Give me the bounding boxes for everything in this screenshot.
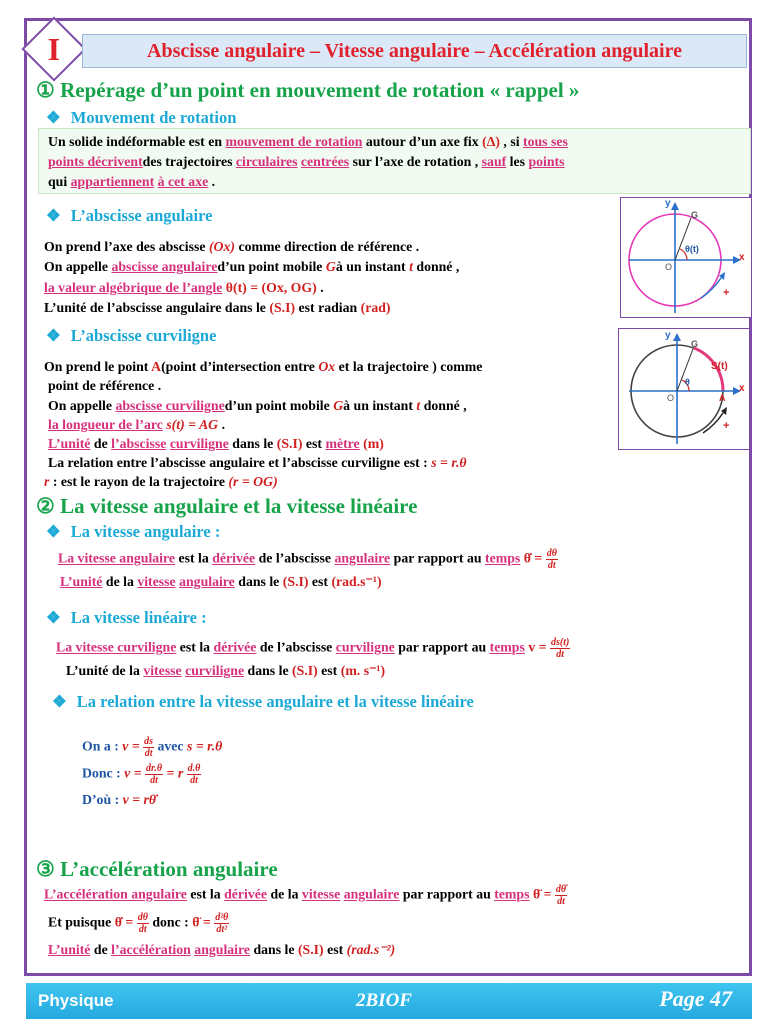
- subsection-relation: ❖ La relation entre la vitesse angulaire et la vitesse linéaire: [52, 692, 474, 711]
- curv-line-3: On appelle abscisse curviligned’un point mobile Gà un instant t donné ,: [48, 398, 467, 413]
- fraction: $\frac{\text{d²θ}}{\text{dt²}}$: [215, 912, 229, 935]
- svg-text:S(t): S(t): [711, 361, 728, 372]
- svg-text:O: O: [667, 393, 675, 403]
- curvilinear-diagram: [619, 329, 749, 449]
- svg-text:θ(t): θ(t): [685, 244, 699, 254]
- svg-text:G: G: [691, 210, 699, 220]
- def-line-2: points décriventdes trajectoires circulaires centrées sur l’axe de rotation , sauf les points: [48, 154, 565, 169]
- page-title: Abscisse angulaire – Vitesse angulaire – Accélération angulaire: [82, 34, 747, 68]
- diamond-bullet-icon: ❖: [52, 692, 67, 711]
- svg-text:x: x: [739, 252, 745, 263]
- svg-text:x: x: [739, 383, 745, 394]
- subsection-vitesse-lineaire: ❖ La vitesse linéaire :: [46, 608, 207, 627]
- svg-text:y: y: [665, 330, 671, 341]
- abs-line-3: la valeur algébrique de l’angle θ(t) = (Ox, OG) .: [44, 280, 324, 295]
- fraction: $\frac{d.\theta}{dt}$: [187, 763, 201, 786]
- acc-line-2: Et puisque θ̇ = $\frac{d\theta}{dt}$ donc : θ̈ = $\frac{\text{d²θ}}{\text{dt²}}$: [48, 912, 229, 935]
- svg-text:A: A: [719, 393, 726, 403]
- section-2-title: ② La vitesse angulaire et la vitesse linéaire: [36, 494, 418, 518]
- fraction: $\frac{ds}{dt}$: [144, 736, 154, 759]
- curv-line-7: r : est le rayon de la trajectoire (r = OG): [44, 474, 278, 489]
- section-1-title: ① Repérage d’un point en mouvement de rotation « rappel »: [36, 78, 580, 102]
- va-line-2: L’unité de la vitesse angulaire dans le (S.I) est (rad.s⁻¹): [60, 574, 382, 589]
- angular-diagram: [621, 198, 751, 317]
- def-line-3: qui appartiennent à cet axe .: [48, 174, 216, 189]
- subsection-vitesse-angulaire: ❖ La vitesse angulaire :: [46, 522, 221, 541]
- svg-text:O: O: [665, 262, 673, 272]
- relation-line-3: D’où : v = rθ̇: [82, 792, 157, 807]
- curv-line-1: On prend le point A(point d’intersection entre Ox et la trajectoire ) comme: [44, 359, 483, 374]
- abs-line-4: L’unité de l’abscisse angulaire dans le (S.I) est radian (rad): [44, 300, 391, 315]
- svg-text:+: +: [723, 287, 730, 299]
- relation-line-2: Donc : v = $\frac{dr.\theta}{dt}$ = r $\frac{d.\theta}{dt}$: [82, 763, 201, 786]
- fraction: $\frac{d\thetȧ}{dt}$: [555, 884, 567, 907]
- diamond-bullet-icon: ❖: [46, 608, 61, 627]
- diamond-bullet-icon: ❖: [46, 522, 61, 541]
- page-footer: [26, 983, 752, 1019]
- diamond-bullet-icon: ❖: [46, 326, 61, 345]
- fraction: $\frac{dr.\theta}{dt}$: [146, 763, 163, 786]
- va-line-1: La vitesse angulaire est la dérivée de l’abscisse angulaire par rapport au temps θ̇ = $\frac{d\theta}{dt}$: [58, 548, 557, 571]
- def-line-1: Un solide indéformable est en mouvement de rotation autour d’un axe fix (Δ) , si tous ses: [48, 134, 568, 149]
- svg-text:G: G: [691, 339, 699, 349]
- curv-line-5: L’unité de l’abscisse curviligne dans le (S.I) est mètre (m): [48, 436, 384, 451]
- acc-line-1: L’accélération angulaire est la dérivée de la vitesse angulaire par rapport au temps θ̈ = $\frac{d\thetȧ}{dt}$: [44, 884, 567, 907]
- diamond-bullet-icon: ❖: [46, 108, 61, 127]
- vl-line-2: L’unité de la vitesse curviligne dans le (S.I) est (m. s⁻¹): [66, 663, 386, 678]
- figure-curvilinear-abscissa: [618, 328, 750, 450]
- fraction: $\frac{d\theta}{dt}$: [546, 548, 557, 571]
- relation-line-1: On a : v = $\frac{ds}{dt}$ avec s = r.θ: [82, 736, 223, 759]
- chapter-badge: I: [21, 16, 86, 81]
- abs-line-1: On prend l’axe des abscisse (Ox) comme direction de référence .: [44, 239, 420, 254]
- subsection-mouvement: ❖ Mouvement de rotation: [46, 108, 237, 127]
- diamond-bullet-icon: ❖: [46, 206, 61, 225]
- fraction: $\frac{d\theta}{dt}$: [137, 912, 148, 935]
- footer-page-number: Page 47: [659, 986, 732, 1011]
- footer-level: 2BIOF: [356, 990, 412, 1011]
- subsection-abscisse-curviligne: ❖ L’abscisse curviligne: [46, 326, 217, 345]
- acc-line-3: L’unité de l’accélération angulaire dans le (S.I) est (rad.s⁻²): [48, 942, 396, 957]
- vl-line-1: La vitesse curviligne est la dérivée de l’abscisse curviligne par rapport au temps v = $\frac{ds(t)}{dt}$: [56, 637, 570, 660]
- svg-text:+: +: [723, 420, 730, 432]
- subsection-abscisse-angulaire: ❖ L’abscisse angulaire: [46, 206, 213, 225]
- abs-line-2: On appelle abscisse angulaired’un point mobile Gà un instant t donné ,: [44, 259, 460, 274]
- svg-text:θ: θ: [685, 377, 690, 387]
- footer-subject: Physique: [38, 991, 114, 1010]
- section-3-title: ③ L’accélération angulaire: [36, 857, 278, 881]
- curv-line-2: point de référence .: [48, 378, 162, 393]
- svg-text:y: y: [665, 198, 671, 209]
- curv-line-6: La relation entre l’abscisse angulaire et l’abscisse curviligne est : s = r.θ: [48, 455, 467, 470]
- figure-angular-abscissa: [620, 197, 752, 318]
- curv-line-4: la longueur de l’arc s(t) = AG .: [48, 417, 226, 432]
- fraction: $\frac{ds(t)}{dt}$: [550, 637, 570, 660]
